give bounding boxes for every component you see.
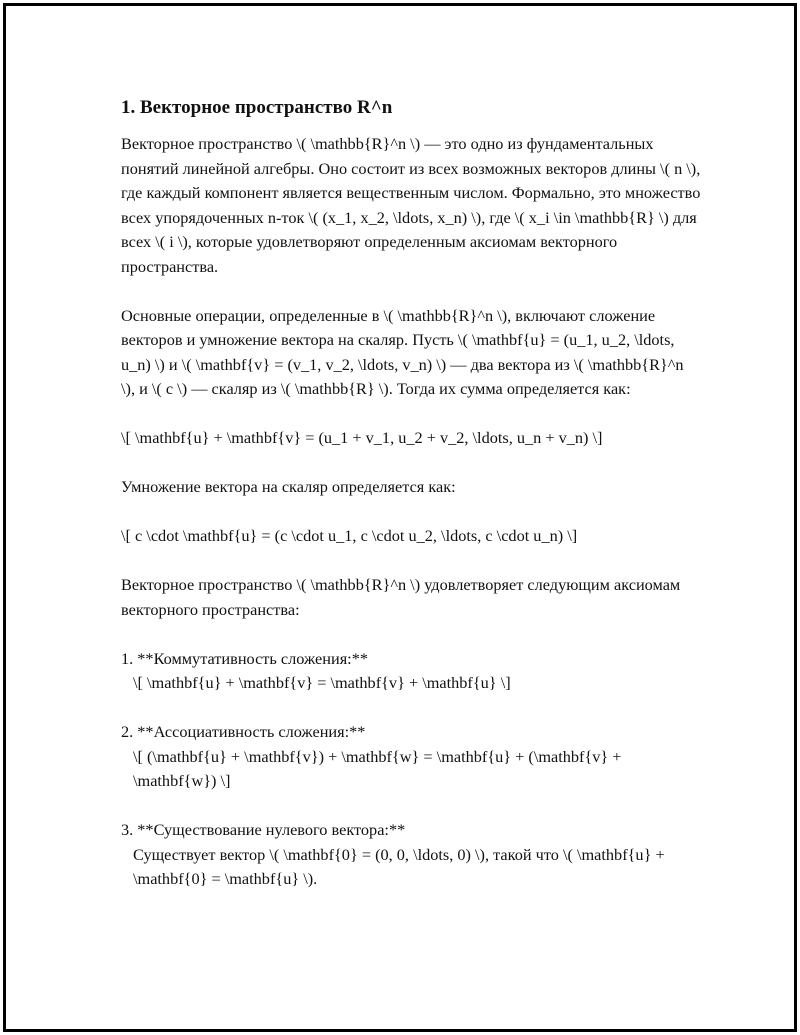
axiom-title: 1. **Коммутативность сложения:**: [121, 648, 368, 668]
scalar-formula: \[ c \cdot \mathbf{u} = (c \cdot u_1, c \cdot u_2, \ldots, c \cdot u_n) \]: [121, 526, 578, 545]
page-frame: [3, 3, 797, 1032]
scalar-intro-paragraph: Умножение вектора на скаляр определяется как:: [121, 477, 456, 496]
section-heading: 1. Векторное пространство R^n: [121, 97, 393, 118]
axiom-body: \[ (\mathbf{u} + \mathbf{v}) + \mathbf{w} = \mathbf{u} + (\mathbf{v} + \mathbf{w}) \]: [133, 746, 622, 790]
axioms-intro-paragraph: Векторное пространство \( \mathbb{R}^n \) удовлетворяет следующим аксиомам векторного пространства:: [121, 575, 681, 619]
sum-formula: \[ \mathbf{u} + \mathbf{v} = (u_1 + v_1, u_2 + v_2, \ldots, u_n + v_n) \]: [121, 428, 603, 447]
axiom-item: [121, 647, 701, 696]
axiom-body: \[ \mathbf{u} + \mathbf{v} = \mathbf{v} + \mathbf{u} \]: [133, 673, 511, 692]
axiom-item: [121, 818, 701, 892]
intro-paragraph: Векторное пространство \( \mathbb{R}^n \) — это одно из фундаментальных понятий линейной алгебры. Оно состоит из всех возможных векторов длины \( n \), где каждый компонент является вещественным числом. Формально, это множество всех упорядоченных n-ток \( (x_1, x_2, \ldots, x_n) \), где \( x_i \in \mathbb{R} \) для всех \( i \), которые удовлетворяют определенным аксиомам векторного пространства.: [121, 134, 701, 276]
axiom-title: 2. **Ассоциативность сложения:**: [121, 722, 366, 741]
axiom-body: Существует вектор \( \mathbf{0} = (0, 0, \ldots, 0) \), такой что \( \mathbf{u} + \mathbf{0} = \mathbf{u} \).: [133, 844, 665, 888]
document-body: [121, 96, 701, 916]
axiom-item: [121, 720, 701, 794]
operations-paragraph: Основные операции, определенные в \( \mathbb{R}^n \), включают сложение векторов и умножение вектора на скаляр. Пусть \( \mathbf{u} = (u_1, u_2, \ldots, u_n) \) и \( \mathbf{v} = (v_1, v_2, \ldots, v_n) \) — два вектора из \( \mathbb{R}^n \), и \( c \) — скаляр из \( \mathbb{R} \). Тогда их сумма определяется как:: [121, 305, 684, 398]
axiom-title: 3. **Существование нулевого вектора:**: [121, 820, 406, 839]
